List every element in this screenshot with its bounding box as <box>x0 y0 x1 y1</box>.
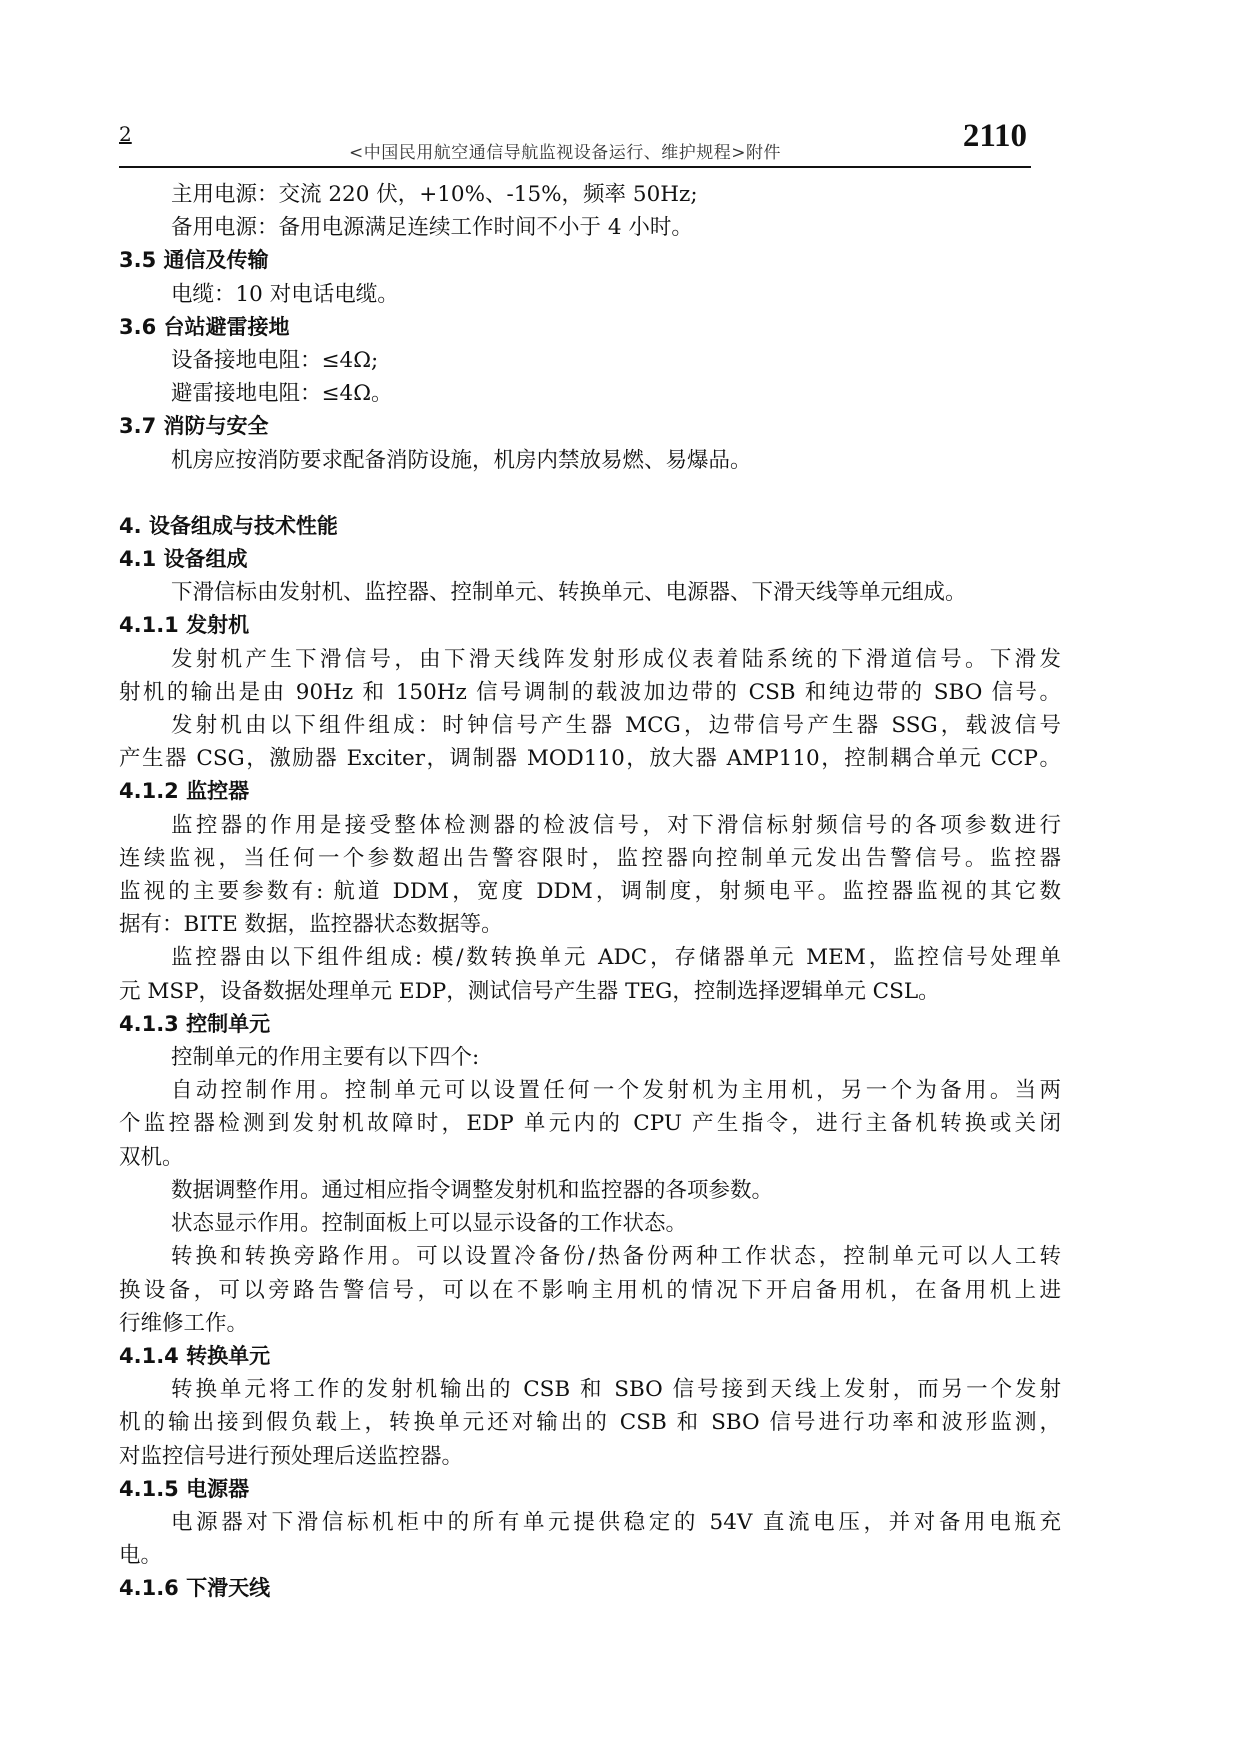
paragraph-line: 监控器由以下组件组成: 模/数转换单元 ADC，存储器单元 MEM，监控信号处理单 <box>171 945 1061 971</box>
document-body <box>119 178 1061 1606</box>
section-heading: 3.6 台站避雷接地 <box>119 314 290 339</box>
paragraph-line: 个监控器检测到发射机故障时，EDP 单元内的 CPU 产生指令，进行主备机转换或关闭 <box>119 1111 1061 1137</box>
paragraph-line: 对监控信号进行预处理后送监控器。 <box>119 1443 464 1469</box>
paragraph-line: 据有：BITE 数据，监控器状态数据等。 <box>119 912 503 938</box>
paragraph-line: 产生器 CSG，激励器 Exciter，调制器 MOD110，放大器 AMP110，控制耦合单元 CCP。 <box>119 746 1061 772</box>
chapter-heading: 4. 设备组成与技术性能 <box>119 513 338 538</box>
paragraph-line: 连续监视，当任何一个参数超出告警容限时，监控器向控制单元发出告警信号。监控器 <box>119 845 1061 871</box>
paragraph-line: 监视的主要参数有: 航道 DDM，宽度 DDM，调制度，射频电平。监控器监视的其它数 <box>119 879 1061 905</box>
paragraph-line: 行维修工作。 <box>119 1310 249 1336</box>
subsection-heading: 4.1.5 电源器 <box>119 1476 250 1501</box>
document-number: 2110 <box>962 118 1027 154</box>
paragraph-line: 避雷接地电阻：≤4Ω。 <box>171 381 393 407</box>
section-gap <box>119 477 1061 510</box>
paragraph-line: 主用电源：交流 220 伏，+10%、-15%，频率 50Hz; <box>171 182 698 207</box>
paragraph-line: 控制单元的作用主要有以下四个: <box>171 1045 480 1071</box>
paragraph-line: 设备接地电阻：≤4Ω; <box>171 348 379 374</box>
page-header <box>119 118 1031 168</box>
paragraph-line: 换设备，可以旁路告警信号，可以在不影响主用机的情况下开启备用机，在备用机上进 <box>119 1277 1061 1303</box>
subsection-heading: 4.1.1 发射机 <box>119 613 250 638</box>
section-heading: 3.5 通信及传输 <box>119 248 269 273</box>
paragraph-line: 发射机由以下组件组成：时钟信号产生器 MCG，边带信号产生器 SSG，载波信号 <box>171 713 1061 739</box>
paragraph-line: 机的输出接到假负载上，转换单元还对输出的 CSB 和 SBO 信号进行功率和波形监测， <box>119 1410 1061 1436</box>
paragraph-line: 电缆：10 对电话电缆。 <box>171 281 399 307</box>
subsection-heading: 4.1.6 下滑天线 <box>119 1576 271 1601</box>
paragraph-line: 下滑信标由发射机、监控器、控制单元、转换单元、电源器、下滑天线等单元组成。 <box>171 580 967 606</box>
paragraph-line: 元 MSP，设备数据处理单元 EDP，测试信号产生器 TEG，控制选择逻辑单元 CSL。 <box>119 978 940 1004</box>
running-title: <中国民用航空通信导航监视设备运行、维护规程>附件 <box>349 143 781 163</box>
paragraph-line: 双机。 <box>119 1144 184 1170</box>
paragraph-line: 转换和转换旁路作用。可以设置冷备份/热备份两种工作状态，控制单元可以人工转 <box>171 1244 1061 1270</box>
paragraph-line: 数据调整作用。通过相应指令调整发射机和监控器的各项参数。 <box>171 1177 774 1203</box>
paragraph-line: 状态显示作用。控制面板上可以显示设备的工作状态。 <box>171 1211 688 1237</box>
subsection-heading: 4.1.4 转换单元 <box>119 1343 271 1368</box>
paragraph-line: 监控器的作用是接受整体检测器的检波信号，对下滑信标射频信号的各项参数进行 <box>171 812 1061 838</box>
subsection-heading: 4.1.2 监控器 <box>119 779 250 804</box>
paragraph-line: 转换单元将工作的发射机输出的 CSB 和 SBO 信号接到天线上发射，而另一个发射 <box>171 1377 1061 1403</box>
page-number: 2 <box>119 122 132 146</box>
subsection-heading: 4.1.3 控制单元 <box>119 1011 271 1036</box>
paragraph-line: 机房应按消防要求配备消防设施，机房内禁放易燃、易爆品。 <box>171 447 752 473</box>
paragraph-line: 备用电源：备用电源满足连续工作时间不小于 4 小时。 <box>171 215 693 241</box>
paragraph-line: 电。 <box>119 1543 163 1569</box>
paragraph-line: 电源器对下滑信标机柜中的所有单元提供稳定的 54V 直流电压，并对备用电瓶充 <box>171 1509 1061 1535</box>
paragraph-line: 射机的输出是由 90Hz 和 150Hz 信号调制的载波加边带的 CSB 和纯边带的 SBO 信号。 <box>119 679 1061 705</box>
paragraph-line: 发射机产生下滑信号，由下滑天线阵发射形成仪表着陆系统的下滑道信号。下滑发 <box>171 646 1061 672</box>
section-heading: 3.7 消防与安全 <box>119 414 269 439</box>
paragraph-line: 自动控制作用。控制单元可以设置任何一个发射机为主用机，另一个为备用。当两 <box>171 1078 1061 1104</box>
section-heading: 4.1 设备组成 <box>119 547 248 572</box>
